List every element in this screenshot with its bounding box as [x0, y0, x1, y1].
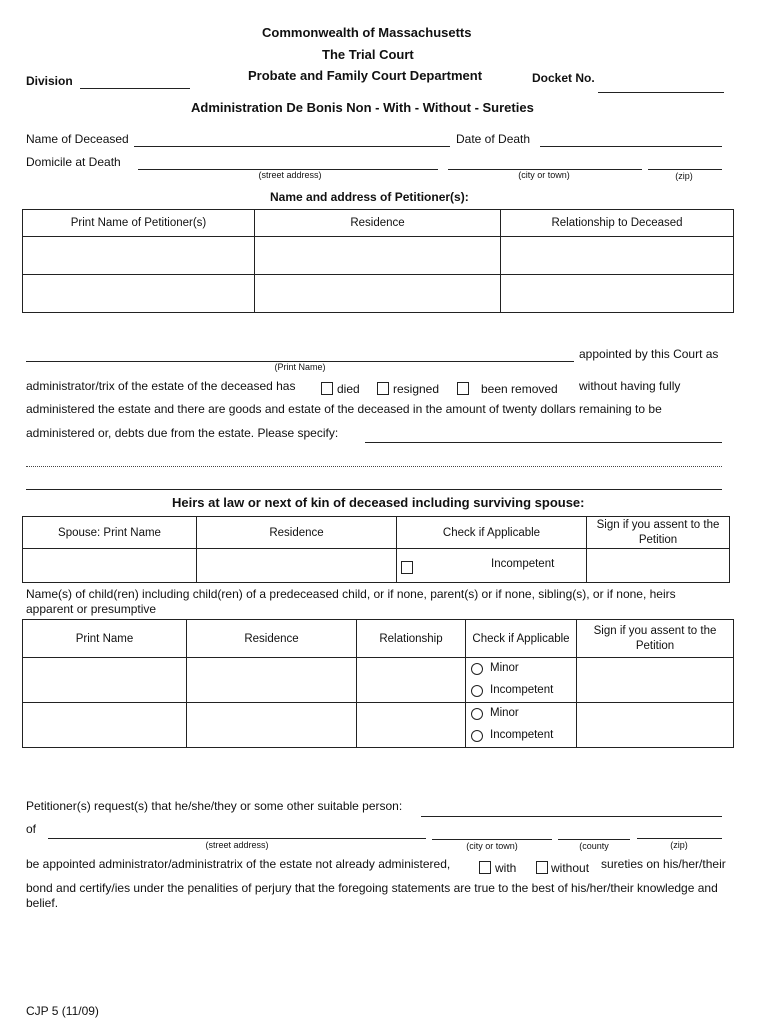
col-check-applicable: Check if Applicable [466, 620, 577, 658]
col-check-applicable: Check if Applicable [397, 517, 587, 549]
incompetent-radio[interactable] [471, 730, 483, 742]
with-checkbox[interactable] [479, 861, 491, 874]
col-residence: Residence [197, 517, 397, 549]
specify-field[interactable] [365, 442, 722, 443]
division-label: Division [26, 74, 73, 88]
children-description: Name(s) of child(ren) including child(ren) of a predeceased child, or if none, parent(s) or if none, sibling(s), or if none, heirs apparent or presumptive [26, 587, 676, 616]
specify-line-2[interactable] [26, 466, 722, 467]
petitioner-relationship-cell[interactable] [501, 275, 734, 313]
minor-label: Minor [490, 707, 519, 719]
petitioners-table [22, 209, 734, 313]
removed-checkbox[interactable] [457, 382, 469, 395]
domicile-zip-field[interactable] [648, 169, 722, 170]
request-zip-field[interactable] [637, 838, 722, 839]
city-caption: (city or town) [466, 841, 518, 851]
table-row [23, 658, 734, 703]
request-county-field[interactable] [558, 839, 630, 840]
col-sign-assent: Sign if you assent to the Petition [577, 620, 734, 658]
col-sign-assent: Sign if you assent to the Petition [587, 517, 730, 549]
minor-radio[interactable] [471, 708, 483, 720]
child-sign-cell[interactable] [577, 703, 734, 748]
without-checkbox[interactable] [536, 861, 548, 874]
child-relationship-cell[interactable] [357, 658, 466, 703]
died-checkbox[interactable] [321, 382, 333, 395]
street-caption: (street address) [258, 170, 322, 180]
resigned-label: resigned [393, 382, 440, 396]
estate-text: administrator/trix of the estate of the deceased has [26, 379, 296, 393]
minor-label: Minor [490, 662, 519, 674]
table-row [23, 703, 734, 748]
col-residence: Residence [187, 620, 357, 658]
header-department: Probate and Family Court Department [248, 68, 483, 83]
incompetent-label: Incompetent [491, 558, 555, 570]
division-field[interactable] [80, 88, 190, 89]
petitioner-residence-cell[interactable] [255, 275, 501, 313]
spouse-sign-cell[interactable] [587, 549, 730, 583]
child-name-cell[interactable] [23, 658, 187, 703]
header-commonwealth: Commonwealth of Massachusetts [262, 25, 472, 40]
incompetent-label: Incompetent [490, 684, 554, 696]
petitioner-name-cell[interactable] [23, 237, 255, 275]
minor-radio[interactable] [471, 663, 483, 675]
child-check-cell [466, 658, 577, 703]
form-id: CJP 5 (11/09) [26, 1004, 99, 1018]
table-row [23, 275, 734, 313]
appoint-text: be appointed administrator/administratrix of the estate not already administered, [26, 857, 451, 871]
date-of-death-label: Date of Death [456, 132, 531, 146]
petitioner-residence-cell[interactable] [255, 237, 501, 275]
child-name-cell[interactable] [23, 703, 187, 748]
spouse-name-cell[interactable] [23, 549, 197, 583]
heirs-heading: Heirs at law or next of kin of deceased including surviving spouse: [172, 495, 585, 510]
col-print-name: Print Name of Petitioner(s) [23, 210, 255, 237]
died-label: died [337, 382, 360, 396]
col-relationship: Relationship [357, 620, 466, 658]
deceased-name-field[interactable] [134, 146, 450, 147]
resigned-checkbox[interactable] [377, 382, 389, 395]
city-caption: (city or town) [518, 170, 570, 180]
bond-text: bond and certify/ies under the penalities of perjury that the foregoing statements are true to the best of his/her/their knowledge and belief. [26, 881, 718, 910]
request-street-field[interactable] [48, 838, 426, 839]
docket-label: Docket No. [532, 71, 595, 85]
spouse-incompetent-checkbox[interactable] [401, 561, 413, 574]
without-label: without [551, 861, 590, 875]
petitioners-heading: Name and address of Petitioner(s): [270, 190, 469, 204]
spouse-residence-cell[interactable] [197, 549, 397, 583]
specify-text: administered or, debts due from the estate. Please specify: [26, 426, 339, 440]
without-text: without having fully [579, 379, 681, 393]
zip-caption: (zip) [670, 840, 688, 850]
petitioner-relationship-cell[interactable] [501, 237, 734, 275]
spouse-table [22, 516, 730, 583]
incompetent-radio[interactable] [471, 685, 483, 697]
with-label: with [495, 861, 517, 875]
spouse-check-cell [397, 549, 587, 583]
county-caption: (county [579, 841, 609, 851]
incompetent-label: Incompetent [490, 729, 554, 741]
petitioner-name-cell[interactable] [23, 275, 255, 313]
header-trial-court: The Trial Court [322, 47, 414, 62]
child-check-cell [466, 703, 577, 748]
child-relationship-cell[interactable] [357, 703, 466, 748]
table-row [23, 237, 734, 275]
appointed-text: appointed by this Court as [579, 347, 719, 361]
col-spouse-name: Spouse: Print Name [23, 517, 197, 549]
date-of-death-field[interactable] [540, 146, 722, 147]
child-sign-cell[interactable] [577, 658, 734, 703]
removed-label: been removed [481, 382, 558, 396]
child-residence-cell[interactable] [187, 703, 357, 748]
col-print-name: Print Name [23, 620, 187, 658]
administered-text: administered the estate and there are goods and estate of the deceased in the amount of twenty dollars remaining to be [26, 402, 662, 416]
deceased-name-label: Name of Deceased [26, 132, 129, 146]
col-residence: Residence [255, 210, 501, 237]
of-label: of [26, 822, 37, 836]
print-name-caption: (Print Name) [274, 362, 326, 372]
specify-line-3[interactable] [26, 489, 722, 490]
sureties-text: sureties on his/her/their [601, 857, 726, 871]
col-relationship: Relationship to Deceased [501, 210, 734, 237]
docket-field[interactable] [598, 92, 724, 93]
request-city-field[interactable] [432, 839, 552, 840]
form-title: Administration De Bonis Non - With - Without - Sureties [191, 100, 534, 115]
street-caption: (street address) [205, 840, 269, 850]
child-residence-cell[interactable] [187, 658, 357, 703]
children-table [22, 619, 734, 748]
suitable-person-field[interactable] [421, 816, 722, 817]
table-row [23, 549, 730, 583]
domicile-label: Domicile at Death [26, 155, 121, 169]
request-text: Petitioner(s) request(s) that he/she/they or some other suitable person: [26, 799, 403, 813]
zip-caption: (zip) [675, 171, 693, 181]
